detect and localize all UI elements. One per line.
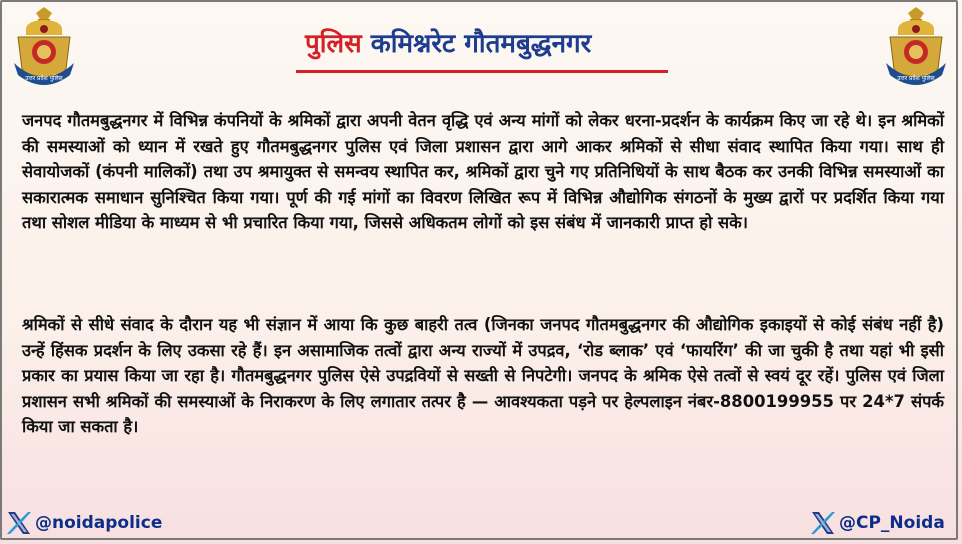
up-police-emblem-icon <box>8 5 80 91</box>
title-commissionerate: कमिश्नरेट गौतमबुद्धनगर <box>370 29 592 59</box>
x-logo-icon <box>6 510 32 536</box>
footer-handle-right[interactable] <box>810 508 945 538</box>
header <box>0 0 962 100</box>
title-underline <box>296 70 668 73</box>
up-police-emblem-icon <box>880 5 952 91</box>
body-paragraph-2: श्रमिकों से सीधे संवाद के दौरान यह भी संज्ञान में आया कि कुछ बाहरी तत्व (जिनका जनपद गौतमबुद्धनगर की औद्योगिक इकाइयों से कोई संबंध नहीं है) उन्हें हिंसक प्रदर्शन के लिए उकसा रहे हैं। इन असामाजिक तत्वों द्वारा अन्य राज्यों में उपद्रव, ‘रोड ब्लाक’ एवं ‘फायरिंग’ की जा चुकी है तथा यहां भी इसी प्रकार का प्रयास किया जा रहा है। गौतमबुद्धनगर पुलिस ऐसे उपद्रवियों से सख्ती से निपटेगी। जनपद के श्रमिक ऐसे तत्वों से स्वयं दूर रहें। पुलिस एवं जिला प्रशासन सभी श्रमिकों की समस्याओं के निराकरण के लिए लगातार तत्पर है — आवश्यकता पड़ने पर हेल्पलाइन नंबर-8800199955 पर 24*7 संपर्क किया जा सकता है। <box>22 315 944 436</box>
footer-handle-left[interactable] <box>6 508 162 538</box>
page-title <box>305 24 591 64</box>
svg-text:उत्तर प्रदेश पुलिस: उत्तर प्रदेश पुलिस <box>25 75 63 82</box>
handle-cp-noida[interactable]: @CP_Noida <box>839 513 945 533</box>
handle-noidapolice[interactable]: @noidapolice <box>35 513 163 533</box>
body-paragraph-1: जनपद गौतमबुद्धनगर में विभिन्न कंपनियों के श्रमिकों द्वारा अपनी वेतन वृद्धि एवं अन्य मांगों को लेकर धरना-प्रदर्शन के कार्यक्रम किए जा रहे थे। इन श्रमिकों की समस्याओं को ध्यान में रखते हुए गौतमबुद्धनगर पुलिस एवं जिला प्रशासन द्वारा आगे आकर श्रमिकों से सीधा संवाद स्थापित किया गया। साथ ही सेवायोजकों (कंपनी मालिकों) तथा उप श्रमायुक्त से समन्वय स्थापित कर, श्रमिकों द्वारा चुने गए प्रतिनिधियों के साथ बैठक कर उनकी विभिन्न समस्याओं का सकारात्मक समाधान सुनिश्चित किया गया। पूर्ण की गई मांगों का विवरण लिखित रूप में विभिन्न औद्योगिक संगठनों के मुख्य द्वारों पर प्रदर्शित किया गया तथा सोशल मीडिया के माध्यम से भी प्रचारित किया गया, जिससे अधिकतम लोगों को इस संबंध में जानकारी प्राप्त हो सके। <box>22 111 944 232</box>
x-logo-icon <box>810 510 836 536</box>
title-word-police: पुलिस <box>305 29 362 59</box>
svg-text:उत्तर प्रदेश पुलिस: उत्तर प्रदेश पुलिस <box>897 75 935 82</box>
